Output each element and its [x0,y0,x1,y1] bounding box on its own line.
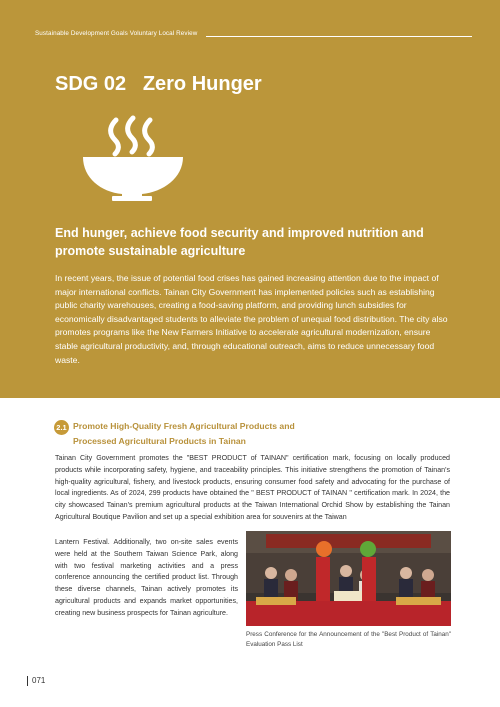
page-number-text: 071 [32,676,46,685]
page-number [27,676,45,685]
section-body-continued: Lantern Festival. Additionally, two on-site sales events were held at the Southern Taiwan Science Park, along with two festival marketing activities and a press conference announcing the certified product list. Through these diverse channels, Tainan actively promotes its agricultural products and expands market opportunities, creating new business prospects for Tainan agriculture. [55,538,238,617]
header-divider [206,36,472,37]
section-body-paragraph: Tainan City Government promotes the "BEST PRODUCT of TAINAN" certification mark, focusing on locally produced products while incorporating safety, hygiene, and traceability principles. This initiative strengthens the promotion of Tainan's high-quality agricultural, fishery, and livestock products, ensuring consumer food safety and advocating for the purchase of local ingredients. As of 2024, 299 products have obtained the " BEST PRODUCT of TAINAN " certification mark. In 2024, the city showcased Tainan's premium agricultural products at the Taiwan International Orchid Show by establishing the Tainan Agricultural Boutique Pavilion and set up a special exhibition area for souvenirs at the Taiwan [55,454,450,521]
section-number-badge: 2.1 [54,420,69,435]
bowl-steam-icon [82,112,184,202]
report-header-label: Sustainable Development Goals Voluntary Local Review [35,30,198,37]
press-conference-photo [246,531,451,626]
section-title: Promote High-Quality Fresh Agricultural Products and Processed Agricultural Products in Tainan [73,421,295,446]
sdg-title: SDG 02 Zero Hunger [55,73,262,95]
photo-caption: Press Conference for the Announcement of the "Best Product of Tainan" Evaluation Pass List [246,631,451,648]
sdg-intro-paragraph: In recent years, the issue of potential food crises has gained increasing attention due to the impact of major international conflicts. Tainan City Government has implemented policies such as establishing public charity warehouses, creating a food-saving platform, and providing lunch subsidies for economically disadvantaged students to alleviate the problem of unequal food distribution. The city also promotes programs like the New Farmers Initiative to accelerate agricultural modernization, ensure stable agricultural productivity, and, through educational outreach, aims to reduce unnecessary food waste. [55,273,448,365]
sdg-subheading: End hunger, achieve food security and improved nutrition and promote sustainable agriculture [55,226,424,258]
